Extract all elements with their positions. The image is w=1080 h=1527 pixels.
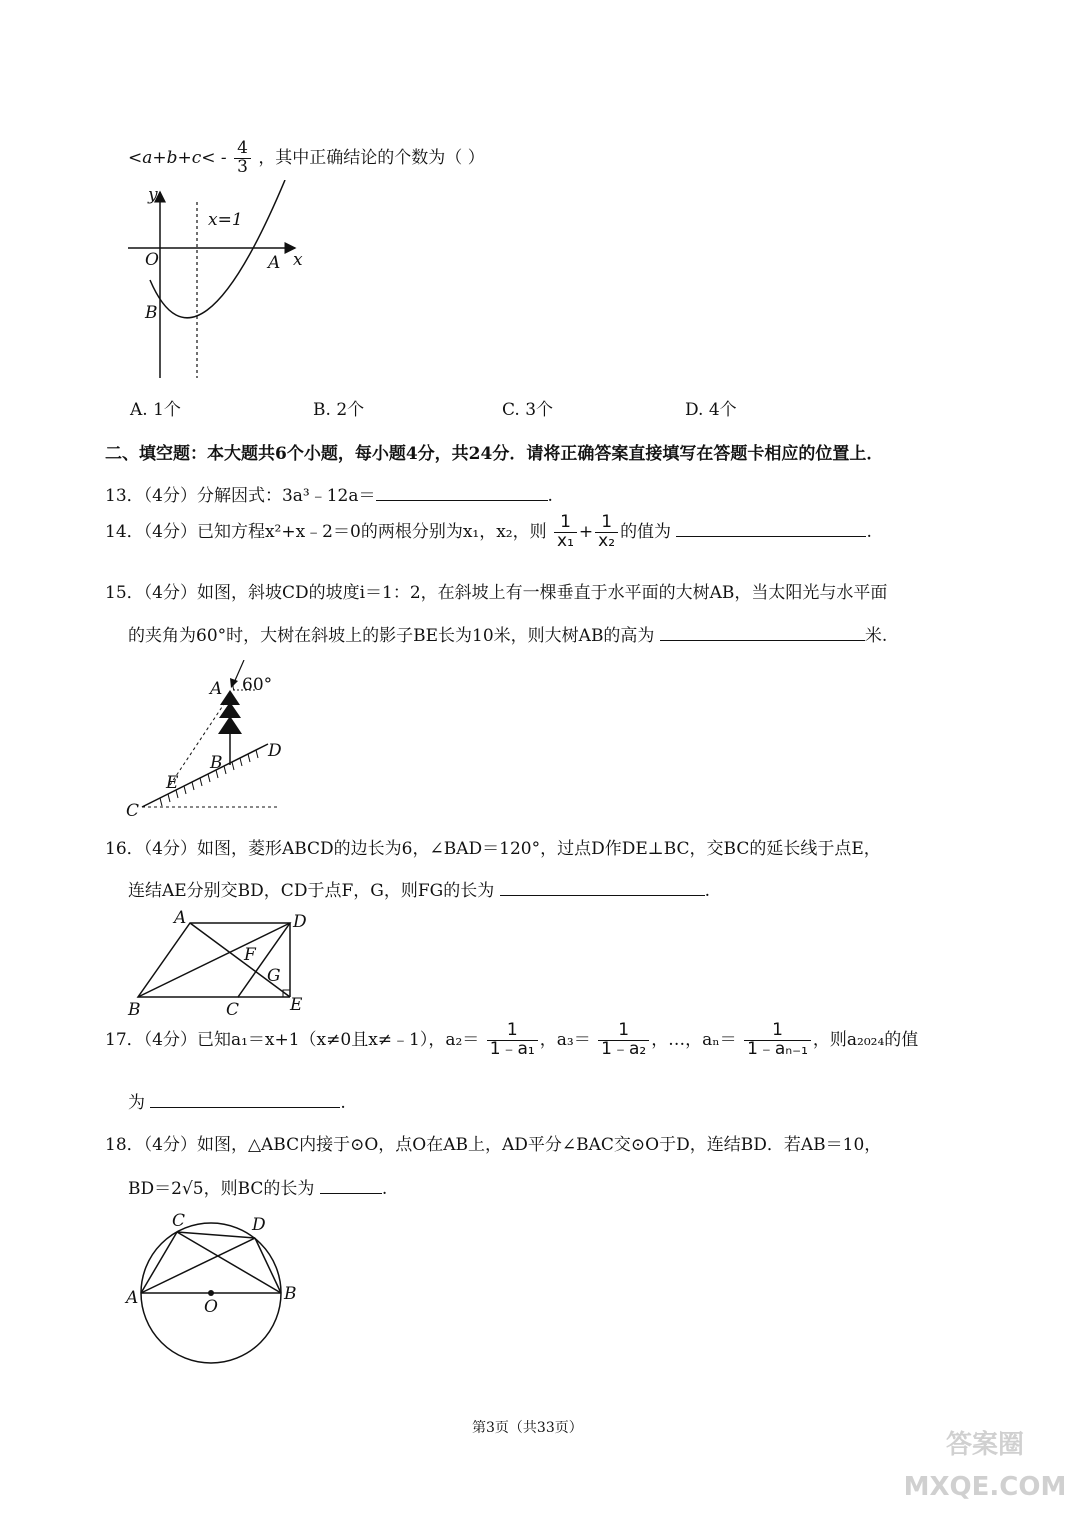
parabola-curve	[150, 180, 285, 318]
q18-label-b: B	[284, 1284, 297, 1304]
frac-den: 1﹣a₂	[601, 1038, 647, 1059]
q15-label-b: B	[210, 753, 223, 773]
q17-mid1: ，a₃＝	[539, 1029, 591, 1050]
q15-slope-figure	[120, 660, 300, 820]
q16-end: .	[704, 881, 711, 901]
frac-den: 1﹣a₁	[489, 1038, 535, 1059]
q12-option-d[interactable]	[685, 395, 737, 420]
q17-fraction-an	[744, 1022, 811, 1059]
q16-label-e: E	[290, 995, 303, 1015]
option-text: 4个	[708, 400, 737, 420]
q16-label-g: G	[267, 966, 281, 986]
segment-cb	[177, 1232, 281, 1293]
q18-answer-blank[interactable]	[320, 1177, 382, 1194]
q16-line1: 16．（4分）如图，菱形ABCD的边长为6，∠BAD＝120°，过点D作DE⊥BC，交BC的延长线于点E，	[105, 839, 881, 859]
option-key: D.	[685, 400, 704, 420]
q16-label-c: C	[226, 1000, 240, 1020]
q14-suffix: 的值为	[620, 521, 672, 542]
q12-parabola-graph	[120, 180, 320, 385]
q12-frac-num: 4	[234, 140, 251, 159]
q12-line-suffix: ，其中正确结论的个数为（ ）	[258, 147, 485, 168]
origin-label: O	[145, 250, 159, 270]
frac-num: 1	[598, 1022, 649, 1041]
option-text: 3个	[525, 400, 554, 420]
q14-fraction-1	[554, 514, 577, 551]
q18-label-c: C	[172, 1211, 186, 1231]
segment-cd	[177, 1232, 255, 1238]
q15-label-a: A	[210, 679, 223, 699]
frac-den: x₂	[598, 530, 616, 551]
q18-label-d: D	[252, 1215, 266, 1235]
page-footer: 第3页（共33页）	[472, 1420, 583, 1436]
frac-num: 1	[487, 1022, 538, 1041]
tree-crown-icon	[218, 716, 242, 734]
q12-option-c[interactable]	[502, 395, 553, 420]
q16-label-b: B	[128, 1000, 141, 1020]
q18-label-o: O	[204, 1297, 218, 1317]
q16-label-f: F	[244, 945, 256, 965]
q15-line2-text: 的夹角为60°时，大树在斜坡上的影子BE长为10米，则大树AB的高为	[128, 626, 655, 646]
q17-fraction-a2	[487, 1022, 538, 1059]
q12-option-b[interactable]	[313, 395, 364, 420]
q17-suffix: ，则a₂₀₂₄的值	[812, 1029, 919, 1050]
frac-num: 1	[744, 1022, 811, 1041]
x-axis-label: x	[293, 250, 303, 270]
q13-expr: 3a³﹣12a＝	[281, 486, 376, 506]
q17-prefix: 17．（4分）已知a₁＝x+1（x≠0且x≠﹣1），a₂＝	[105, 1029, 480, 1050]
q17-line2-text: 为	[128, 1093, 145, 1113]
q14-fraction-2	[595, 514, 618, 551]
q17-line1	[105, 1022, 918, 1059]
q13-end: .	[547, 486, 553, 506]
center-point	[208, 1290, 214, 1296]
q17-answer-blank[interactable]	[150, 1091, 340, 1108]
q12-option-a[interactable]	[130, 395, 181, 420]
watermark-logo	[900, 1425, 1070, 1508]
option-text: 1个	[153, 400, 181, 420]
option-key: A.	[130, 400, 148, 420]
q14-number: 14．（4分）已知方程	[105, 521, 265, 542]
q16-label-d: D	[293, 912, 307, 932]
q14-end: .	[866, 521, 872, 542]
q18-line1: 18．（4分）如图，△ABC内接于⊙O，点O在AB上，AD平分∠BAC交⊙O于D，连结BD．若AB＝10，	[105, 1135, 882, 1155]
q14-equation: x²+x﹣2＝0的两根分别为x₁，x₂，则	[264, 521, 547, 542]
section2-heading: 二、填空题：本大题共6个小题，每小题4分，共24分．请将正确答案直接填写在答题卡相应的位置上．	[105, 444, 884, 464]
q12-condition-line	[128, 140, 485, 177]
q15-answer-blank[interactable]	[660, 624, 865, 641]
q16-line2	[128, 876, 710, 901]
q15-unit: 米.	[864, 626, 888, 646]
q16-label-a: A	[174, 908, 187, 928]
symmetry-axis-label: x=1	[208, 210, 243, 230]
q13	[105, 481, 553, 506]
point-a-label: A	[268, 253, 281, 273]
frac-den: x₁	[557, 530, 574, 551]
q15-label-angle: 60°	[242, 675, 273, 695]
q14-answer-blank[interactable]	[676, 520, 866, 537]
q15-line2	[128, 621, 887, 646]
q18-line2	[128, 1174, 387, 1199]
option-text: 2个	[336, 400, 365, 420]
q18-circle-figure	[120, 1208, 310, 1368]
y-axis-label: y	[148, 185, 158, 205]
q13-number: 13．（4分）分解因式：	[105, 486, 282, 506]
q17-fraction-a3	[598, 1022, 649, 1059]
q15-line1: 15．（4分）如图，斜坡CD的坡度i＝1：2，在斜坡上有一棵垂直于水平面的大树AB，当太阳光与水平面	[105, 583, 888, 603]
q17-line2	[128, 1088, 346, 1113]
frac-num: 1	[554, 514, 577, 533]
slope-cd	[142, 744, 268, 807]
q18-line2-text: BD＝2√5，则BC的长为	[128, 1179, 315, 1199]
point-b-label: B	[145, 303, 158, 323]
q15-label-c: C	[126, 801, 140, 820]
q18-end: .	[381, 1179, 388, 1199]
q15-label-e: E	[166, 773, 179, 793]
q12-fraction	[234, 140, 251, 177]
q18-label-a: A	[126, 1288, 139, 1308]
watermark-text: 答案圈 MXQE.COM	[903, 1430, 1067, 1502]
q12-frac-den: 3	[237, 156, 248, 177]
frac-num: 1	[595, 514, 618, 533]
q13-answer-blank[interactable]	[376, 484, 548, 501]
q16-rhombus-figure	[120, 905, 320, 1023]
q14-plus: +	[578, 521, 594, 542]
q17-mid2: ，…，aₙ＝	[651, 1029, 737, 1050]
q12-line-prefix: <a+b+c< -	[128, 147, 227, 168]
q16-answer-blank[interactable]	[500, 879, 705, 896]
frac-den: 1﹣aₙ₋₁	[747, 1038, 808, 1059]
q17-end: .	[340, 1093, 346, 1113]
option-key: C.	[502, 400, 520, 420]
q16-line2-text: 连结AE分别交BD，CD于点F，G，则FG的长为	[128, 881, 495, 901]
option-key: B.	[313, 400, 331, 420]
q14	[105, 514, 872, 551]
q15-label-d: D	[268, 741, 282, 761]
